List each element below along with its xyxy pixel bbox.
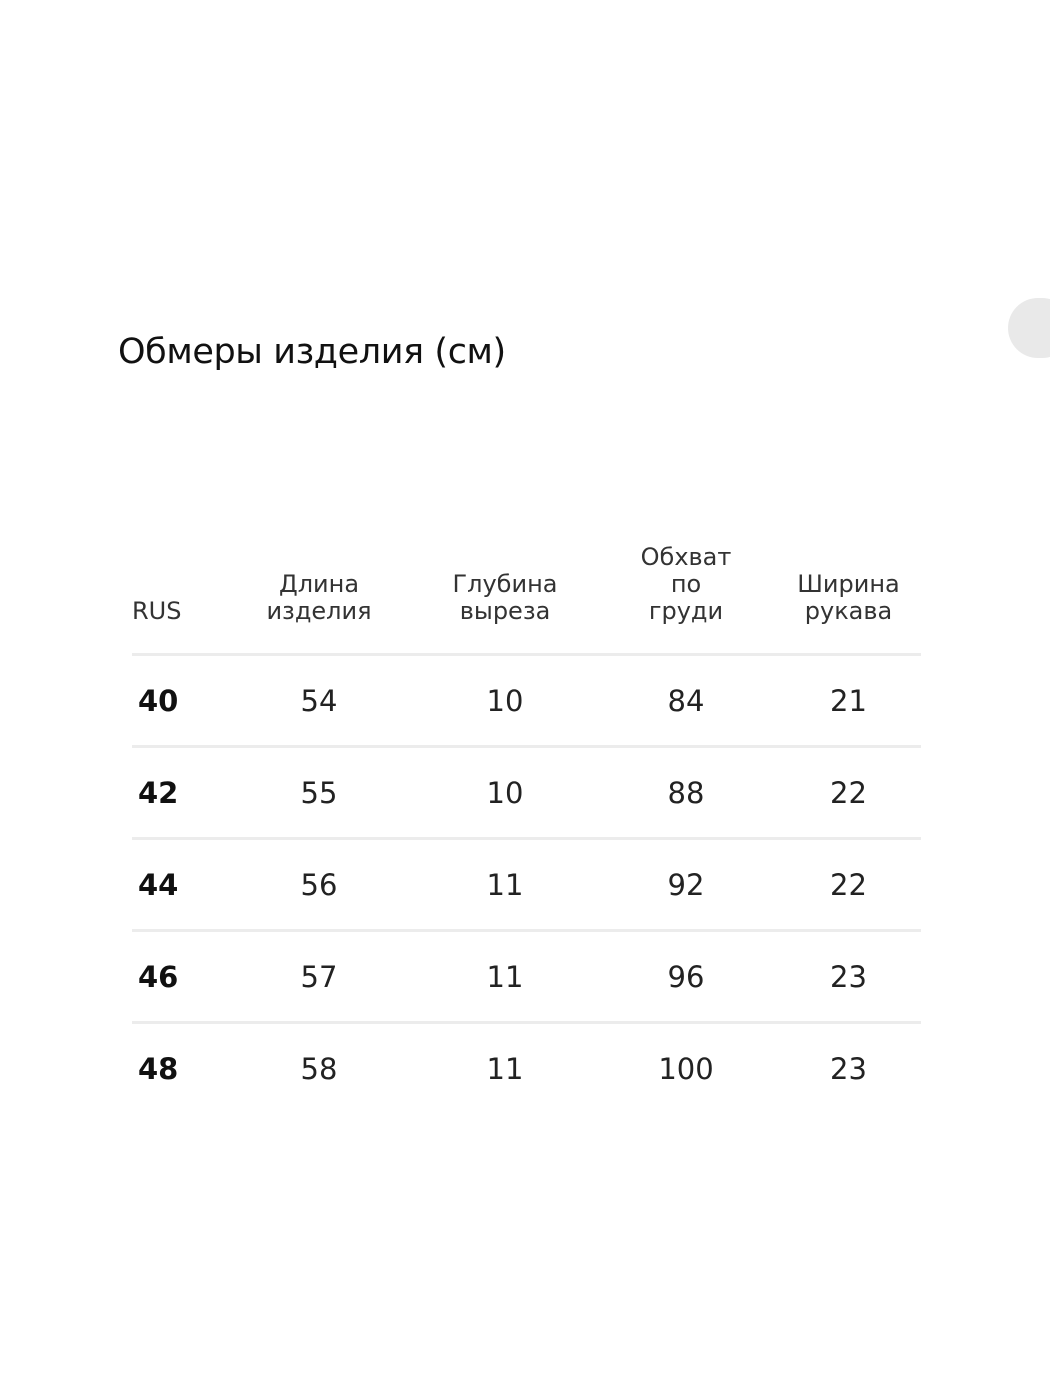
cell-chest: 92 [596,839,776,931]
header-sleeve-line: Ширина [797,570,900,598]
cell-length: 56 [224,839,414,931]
cell-sleeve: 23 [776,931,921,1023]
header-rus [132,505,224,655]
header-chest-line: груди [648,597,724,625]
cell-length: 55 [224,747,414,839]
cell-neckline: 11 [414,931,596,1023]
table-row [132,747,921,839]
header-neckline-line: Глубина [452,570,558,598]
table-row [132,1023,921,1114]
header-neckline [414,505,596,655]
table-row [132,839,921,931]
header-rus-line: RUS [132,597,182,625]
table-row [132,931,921,1023]
cell-neckline: 11 [414,839,596,931]
cell-size: 42 [132,747,224,839]
cell-neckline: 10 [414,655,596,747]
cell-size: 44 [132,839,224,931]
cell-chest: 88 [596,747,776,839]
header-sleeve [776,505,921,655]
header-chest [596,505,776,655]
cell-chest: 84 [596,655,776,747]
cell-length: 54 [224,655,414,747]
cell-neckline: 11 [486,1051,524,1086]
cell-size: 48 [138,1051,179,1086]
cell-sleeve: 21 [776,655,921,747]
cell-neckline: 10 [414,747,596,839]
header-sleeve-line: рукава [804,597,893,625]
cell-sleeve: 23 [830,1051,867,1086]
cell-length: 58 [300,1051,338,1086]
scroll-edge-button[interactable] [1008,298,1050,358]
cell-sleeve: 22 [776,839,921,931]
cell-chest: 96 [596,931,776,1023]
header-neckline-line: выреза [459,597,551,625]
header-length-line: Длина [278,570,360,598]
header-length-line: изделия [266,597,372,625]
table-header-row [132,505,921,655]
header-chest-line: Обхват [640,543,732,571]
cell-size: 40 [132,655,224,747]
cell-sleeve: 22 [776,747,921,839]
cell-chest: 100 [658,1051,714,1086]
header-length [224,505,414,655]
cell-size: 46 [132,931,224,1023]
table-row [132,655,921,747]
header-chest-line: по [670,570,702,598]
size-table [132,505,921,1113]
cell-length: 57 [224,931,414,1023]
page-title: Обмеры изделия (см) [118,332,506,372]
